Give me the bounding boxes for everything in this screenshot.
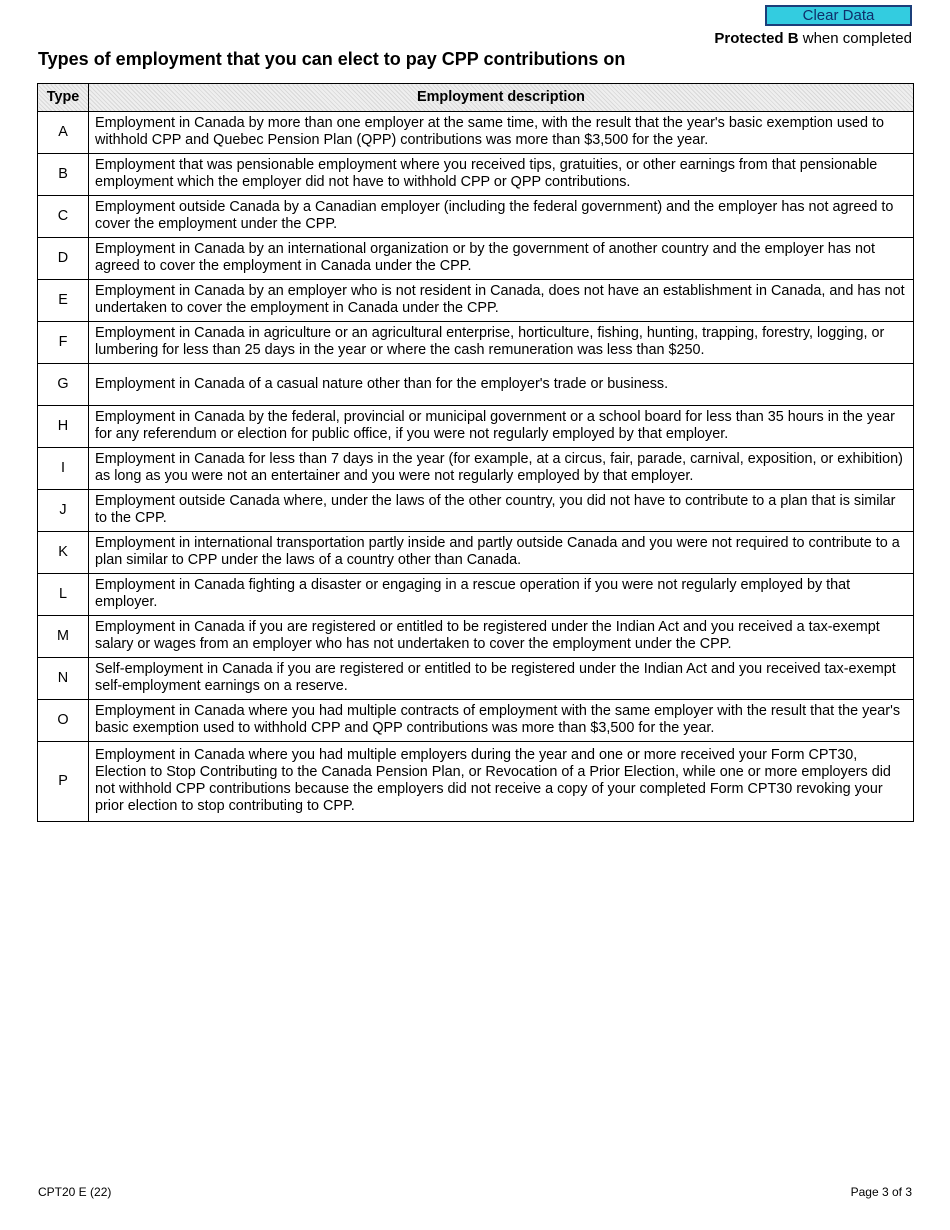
protected-b-suffix: when completed (798, 30, 912, 47)
type-cell: H (38, 406, 89, 448)
description-cell: Employment in Canada by an employer who is not resident in Canada, does not have an establishment in Canada, and has not undertaken to cover the employment in Canada under the CPP. (89, 280, 914, 322)
table-row (38, 364, 914, 406)
type-cell: K (38, 532, 89, 574)
description-cell: Self-employment in Canada if you are registered or entitled to be registered under the Indian Act and you received tax-exempt self-employment earnings on a reserve. (89, 658, 914, 700)
table-row (38, 490, 914, 532)
type-cell: I (38, 448, 89, 490)
type-cell: M (38, 616, 89, 658)
description-cell: Employment in Canada in agriculture or an agricultural enterprise, horticulture, fishing, hunting, trapping, forestry, logging, or lumbering for less than 25 days in the year or where the cash remuneration was less than $250. (89, 322, 914, 364)
table-row (38, 112, 914, 154)
table-row (38, 700, 914, 742)
type-cell: E (38, 280, 89, 322)
description-cell: Employment in Canada by the federal, provincial or municipal government or a school board for less than 35 hours in the year for any referendum or election for public office, if you were not regularly employed by that employer. (89, 406, 914, 448)
type-cell: C (38, 196, 89, 238)
table-row (38, 280, 914, 322)
type-cell: J (38, 490, 89, 532)
type-cell: D (38, 238, 89, 280)
type-cell: L (38, 574, 89, 616)
description-cell: Employment in Canada for less than 7 days in the year (for example, at a circus, fair, parade, carnival, exposition, or exhibition) as long as you were not an entertainer and you were not regularly employed by that employer. (89, 448, 914, 490)
description-cell: Employment in Canada by an international organization or by the government of another country and the employer has not agreed to cover the employment in Canada under the CPP. (89, 238, 914, 280)
table-row (38, 196, 914, 238)
type-cell: G (38, 364, 89, 406)
table-row (38, 406, 914, 448)
table-row (38, 742, 914, 822)
type-cell: B (38, 154, 89, 196)
table-row (38, 658, 914, 700)
page-number: Page 3 of 3 (850, 1185, 912, 1199)
type-cell: F (38, 322, 89, 364)
description-cell: Employment that was pensionable employment where you received tips, gratuities, or other earnings from that pensionable employment which the employer did not have to withhold CPP or QPP contributions. (89, 154, 914, 196)
table-row (38, 238, 914, 280)
type-cell: O (38, 700, 89, 742)
table-row (38, 448, 914, 490)
clear-data-button[interactable]: Clear Data (765, 5, 912, 26)
table-row (38, 322, 914, 364)
column-header-type: Type (38, 84, 89, 112)
description-cell: Employment in international transportation partly inside and partly outside Canada and you were not required to contribute to a plan similar to CPP under the laws of a country other than Canada. (89, 532, 914, 574)
page-title: Types of employment that you can elect to pay CPP contributions on (38, 49, 626, 69)
table-header-row (38, 84, 914, 112)
description-cell: Employment in Canada fighting a disaster or engaging in a rescue operation if you were not regularly employed by that employer. (89, 574, 914, 616)
table-row (38, 574, 914, 616)
employment-types-table (37, 83, 914, 822)
table-row (38, 532, 914, 574)
column-header-description: Employment description (89, 84, 914, 112)
description-cell: Employment in Canada by more than one employer at the same time, with the result that the year's basic exemption used to withhold CPP and Quebec Pension Plan (QPP) contributions was more than $3,500 for the year. (89, 112, 914, 154)
form-code: CPT20 E (22) (38, 1185, 112, 1199)
description-cell: Employment outside Canada where, under the laws of the other country, you did not have to contribute to a plan that is similar to the CPP. (89, 490, 914, 532)
description-cell: Employment in Canada if you are registered or entitled to be registered under the Indian Act and you received a tax-exempt salary or wages from an employer who has not undertaken to cover the employment under the CPP. (89, 616, 914, 658)
type-cell: A (38, 112, 89, 154)
description-cell: Employment in Canada where you had multiple contracts of employment with the same employer with the result that the year's basic exemption used to withhold CPP and QPP contributions was more than $3,500 for the year. (89, 700, 914, 742)
protected-b-notice (714, 30, 912, 47)
protected-b-label: Protected B (714, 30, 799, 47)
table-row (38, 616, 914, 658)
type-cell: P (38, 742, 89, 822)
description-cell: Employment in Canada of a casual nature other than for the employer's trade or business. (89, 364, 914, 406)
description-cell: Employment outside Canada by a Canadian employer (including the federal government) and the employer has not agreed to cover the employment under the CPP. (89, 196, 914, 238)
table-row (38, 154, 914, 196)
description-cell: Employment in Canada where you had multiple employers during the year and one or more received your Form CPT30, Election to Stop Contributing to the Canada Pension Plan, or Revocation of a Prior Election, while one or more employers did not withhold CPP contributions because the employers did not receive a copy of your completed Form CPT30 revoking your prior election to stop contributing to CPP. (89, 742, 914, 822)
type-cell: N (38, 658, 89, 700)
